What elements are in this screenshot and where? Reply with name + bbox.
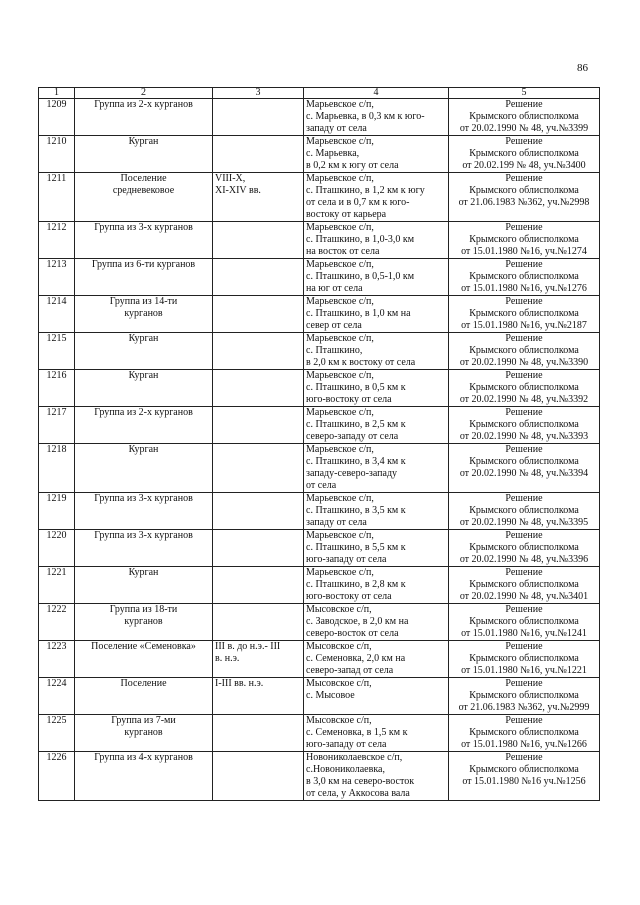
table-row xyxy=(39,136,600,173)
table-row xyxy=(39,370,600,407)
dating-cell: III в. до н.э.- III в. н.э. xyxy=(213,641,304,678)
location-cell: Марьевское с/п, с. Пташкино, в 5,5 км к юго-западу от села xyxy=(304,530,449,567)
document-cell: Решение Крымского облисполкома от 15.01.1980 №16, уч.№1274 xyxy=(449,222,600,259)
table-row xyxy=(39,678,600,715)
dating-cell xyxy=(213,493,304,530)
row-number-cell: 1216 xyxy=(39,370,75,407)
table-row xyxy=(39,493,600,530)
object-name-cell: Поселение xyxy=(75,678,213,715)
row-number-cell: 1209 xyxy=(39,99,75,136)
document-cell: Решение Крымского облисполкома от 20.02.1990 № 48, уч.№3392 xyxy=(449,370,600,407)
row-number-cell: 1222 xyxy=(39,604,75,641)
document-cell: Решение Крымского облисполкома от 21.06.1983 №362, уч.№2999 xyxy=(449,678,600,715)
location-cell: Новониколаевское с/п, с.Новониколаевка, в 3,0 км на северо-восток от села, у Аккосова вала xyxy=(304,752,449,801)
document-cell: Решение Крымского облисполкома от 20.02.1990 № 48, уч.№3393 xyxy=(449,407,600,444)
row-number-cell: 1213 xyxy=(39,259,75,296)
location-cell: Марьевское с/п, с. Пташкино, в 3,4 км к западу-северо-западу от села xyxy=(304,444,449,493)
dating-cell: I-III вв. н.э. xyxy=(213,678,304,715)
row-number-cell: 1225 xyxy=(39,715,75,752)
row-number-cell: 1218 xyxy=(39,444,75,493)
row-number-cell: 1221 xyxy=(39,567,75,604)
location-cell: Марьевское с/п, с. Пташкино, в 2,8 км к юго-востоку от села xyxy=(304,567,449,604)
dating-cell xyxy=(213,296,304,333)
dating-cell xyxy=(213,370,304,407)
row-number-cell: 1211 xyxy=(39,173,75,222)
dating-cell xyxy=(213,530,304,567)
object-name-cell: Курган xyxy=(75,136,213,173)
dating-cell xyxy=(213,99,304,136)
dating-cell xyxy=(213,715,304,752)
registry-table xyxy=(38,87,600,801)
table-row xyxy=(39,604,600,641)
object-name-cell: Группа из 2-х курганов xyxy=(75,407,213,444)
document-cell: Решение Крымского облисполкома от 15.01.1980 №16, уч.№1266 xyxy=(449,715,600,752)
dating-cell xyxy=(213,752,304,801)
object-name-cell: Курган xyxy=(75,444,213,493)
table-row xyxy=(39,567,600,604)
row-number-cell: 1217 xyxy=(39,407,75,444)
object-name-cell: Группа из 6-ти курганов xyxy=(75,259,213,296)
location-cell: Марьевское с/п, с. Пташкино, в 1,2 км к югу от села и в 0,7 км к юго- востоку от карьера xyxy=(304,173,449,222)
table-row xyxy=(39,259,600,296)
object-name-cell: Курган xyxy=(75,370,213,407)
table-row xyxy=(39,641,600,678)
row-number-cell: 1219 xyxy=(39,493,75,530)
table-row xyxy=(39,530,600,567)
row-number-cell: 1215 xyxy=(39,333,75,370)
table-row xyxy=(39,99,600,136)
location-cell: Марьевское с/п, с. Пташкино, в 2,0 км к востоку от села xyxy=(304,333,449,370)
location-cell: Марьевское с/п, с. Пташкино, в 0,5 км к юго-востоку от села xyxy=(304,370,449,407)
document-cell: Решение Крымского облисполкома от 15.01.1980 №16, уч.№1241 xyxy=(449,604,600,641)
header-cell: 1 xyxy=(39,88,75,99)
location-cell: Марьевское с/п, с. Марьевка, в 0,3 км к юго- западу от села xyxy=(304,99,449,136)
location-cell: Марьевское с/п, с. Пташкино, в 1,0-3,0 км на восток от села xyxy=(304,222,449,259)
document-cell: Решение Крымского облисполкома от 20.02.1990 № 48, уч.№3396 xyxy=(449,530,600,567)
row-number-cell: 1223 xyxy=(39,641,75,678)
document-cell: Решение Крымского облисполкома от 20.02.199 № 48, уч.№3400 xyxy=(449,136,600,173)
dating-cell xyxy=(213,604,304,641)
table-row xyxy=(39,296,600,333)
object-name-cell: Группа из 3-х курганов xyxy=(75,493,213,530)
table-row xyxy=(39,222,600,259)
table-row xyxy=(39,444,600,493)
table-body xyxy=(39,99,600,801)
location-cell: Мысовское с/п, с. Мысовое xyxy=(304,678,449,715)
document-cell: Решение Крымского облисполкома от 15.01.1980 №16, уч.№2187 xyxy=(449,296,600,333)
object-name-cell: Группа из 2-х курганов xyxy=(75,99,213,136)
document-cell: Решение Крымского облисполкома от 20.02.1990 № 48, уч.№3395 xyxy=(449,493,600,530)
dating-cell xyxy=(213,567,304,604)
location-cell: Марьевское с/п, с. Пташкино, в 3,5 км к западу от села xyxy=(304,493,449,530)
row-number-cell: 1226 xyxy=(39,752,75,801)
header-cell: 4 xyxy=(304,88,449,99)
location-cell: Марьевское с/п, с. Марьевка, в 0,2 км к югу от села xyxy=(304,136,449,173)
dating-cell xyxy=(213,259,304,296)
dating-cell: VIII-X, XI-XIV вв. xyxy=(213,173,304,222)
header-row xyxy=(39,88,600,99)
object-name-cell: Группа из 14-ти курганов xyxy=(75,296,213,333)
row-number-cell: 1210 xyxy=(39,136,75,173)
object-name-cell: Курган xyxy=(75,567,213,604)
table-row xyxy=(39,333,600,370)
table-row xyxy=(39,752,600,801)
document-cell: Решение Крымского облисполкома от 20.02.1990 № 48, уч.№3390 xyxy=(449,333,600,370)
location-cell: Марьевское с/п, с. Пташкино, в 0,5-1,0 км на юг от села xyxy=(304,259,449,296)
object-name-cell: Группа из 18-ти курганов xyxy=(75,604,213,641)
row-number-cell: 1214 xyxy=(39,296,75,333)
document-cell: Решение Крымского облисполкома от 21.06.1983 №362, уч.№2998 xyxy=(449,173,600,222)
location-cell: Мысовское с/п, с. Семеновка, 2,0 км на северо-запад от села xyxy=(304,641,449,678)
header-cell: 3 xyxy=(213,88,304,99)
document-cell: Решение Крымского облисполкома от 15.01.1980 №16, уч.№1276 xyxy=(449,259,600,296)
table-row xyxy=(39,173,600,222)
dating-cell xyxy=(213,407,304,444)
table-row xyxy=(39,715,600,752)
location-cell: Мысовское с/п, с. Семеновка, в 1,5 км к юго-западу от села xyxy=(304,715,449,752)
dating-cell xyxy=(213,333,304,370)
table-row xyxy=(39,407,600,444)
object-name-cell: Группа из 3-х курганов xyxy=(75,222,213,259)
dating-cell xyxy=(213,136,304,173)
document-cell: Решение Крымского облисполкома от 15.01.1980 №16, уч.№1221 xyxy=(449,641,600,678)
row-number-cell: 1212 xyxy=(39,222,75,259)
header-cell: 5 xyxy=(449,88,600,99)
document-cell: Решение Крымского облисполкома от 20.02.1990 № 48, уч.№3394 xyxy=(449,444,600,493)
object-name-cell: Курган xyxy=(75,333,213,370)
document-cell: Решение Крымского облисполкома от 20.02.1990 № 48, уч.№3399 xyxy=(449,99,600,136)
row-number-cell: 1224 xyxy=(39,678,75,715)
object-name-cell: Группа из 7-ми курганов xyxy=(75,715,213,752)
location-cell: Марьевское с/п, с. Пташкино, в 1,0 км на север от села xyxy=(304,296,449,333)
location-cell: Мысовское с/п, с. Заводское, в 2,0 км на северо-восток от села xyxy=(304,604,449,641)
location-cell: Марьевское с/п, с. Пташкино, в 2,5 км к северо-западу от села xyxy=(304,407,449,444)
dating-cell xyxy=(213,222,304,259)
object-name-cell: Группа из 4-х курганов xyxy=(75,752,213,801)
row-number-cell: 1220 xyxy=(39,530,75,567)
object-name-cell: Группа из 3-х курганов xyxy=(75,530,213,567)
object-name-cell: Поселение «Семеновка» xyxy=(75,641,213,678)
header-cell: 2 xyxy=(75,88,213,99)
document-cell: Решение Крымского облисполкома от 20.02.1990 № 48, уч.№3401 xyxy=(449,567,600,604)
object-name-cell: Поселение средневековое xyxy=(75,173,213,222)
page-number: 86 xyxy=(577,62,588,74)
document-cell: Решение Крымского облисполкома от 15.01.1980 №16 уч.№1256 xyxy=(449,752,600,801)
dating-cell xyxy=(213,444,304,493)
